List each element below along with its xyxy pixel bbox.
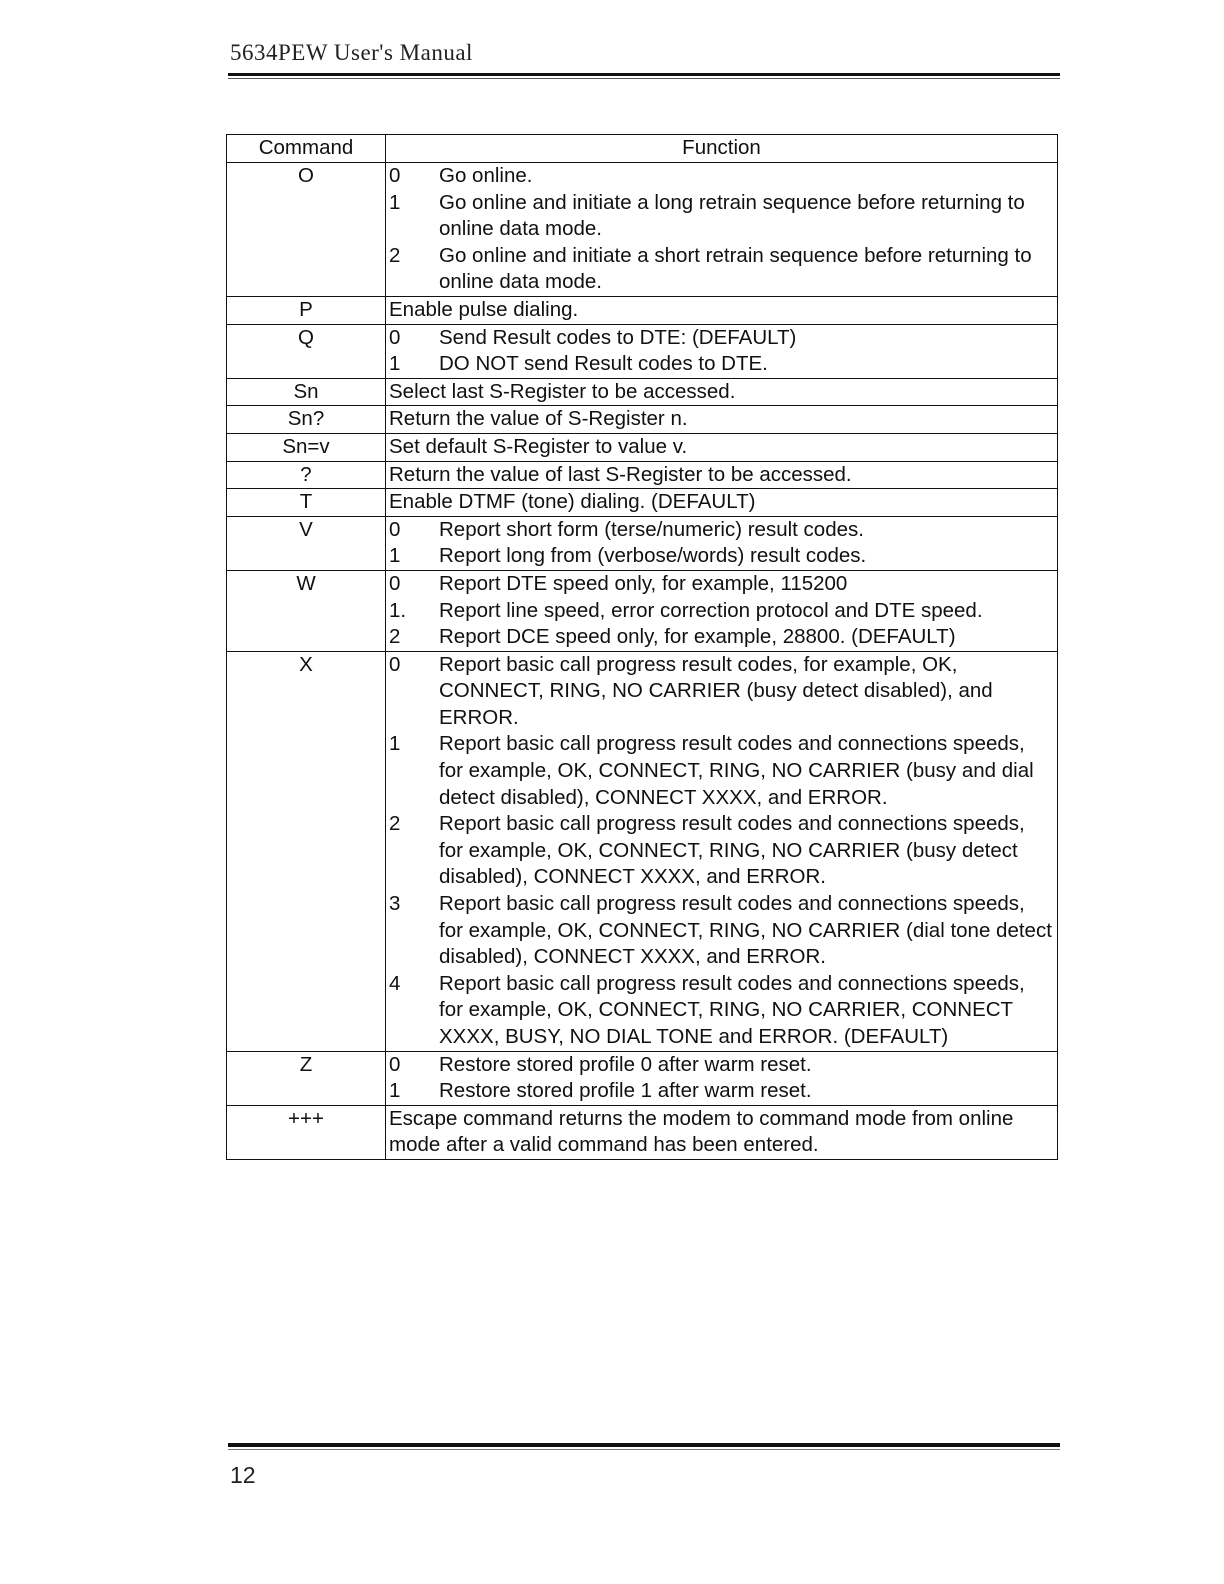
function-cell: [386, 461, 1058, 489]
option-description: DO NOT send Result codes to DTE.: [439, 352, 768, 376]
option-number: 1: [389, 1079, 401, 1103]
function-cell: [386, 433, 1058, 461]
option-number: 0: [389, 571, 401, 595]
option-number: 0: [389, 517, 401, 541]
table-header-row: [227, 135, 1058, 163]
option-description: Go online and initiate a long retrain sequence before returning to online data mode.: [439, 190, 1025, 241]
header-rule-thin: [228, 78, 1060, 79]
table-row: [227, 324, 1058, 378]
function-description: Enable pulse dialing.: [389, 297, 579, 321]
function-option: [389, 731, 1053, 811]
option-description: Report basic call progress result codes and connections speeds, for example, OK, CONNECT, RING, NO CARRIER (busy detect disabled), CONNECT XXXX, and ERROR.: [439, 812, 1025, 889]
command-cell: Q: [227, 324, 386, 378]
footer-rule-thin: [228, 1449, 1060, 1450]
function-option: [389, 351, 1053, 378]
header-rule: [228, 73, 1060, 76]
table-row: [227, 461, 1058, 489]
table-row: [227, 433, 1058, 461]
option-number: 0: [389, 652, 401, 676]
function-cell: [386, 1051, 1058, 1105]
table-row: [227, 1051, 1058, 1105]
function-option: [389, 811, 1053, 891]
option-number: 4: [389, 971, 401, 995]
function-cell: [386, 406, 1058, 434]
function-option: [389, 652, 1053, 732]
option-number: 1: [389, 732, 401, 756]
table-row: [227, 296, 1058, 324]
function-cell: [386, 516, 1058, 570]
option-number: 1: [389, 352, 401, 376]
function-description: Escape command returns the modem to command mode from online mode after a valid command has been entered.: [389, 1106, 1014, 1157]
function-cell: [386, 1105, 1058, 1159]
option-number: 2: [389, 243, 401, 267]
function-description: Select last S-Register to be accessed.: [389, 379, 736, 403]
command-cell: T: [227, 489, 386, 517]
function-option: [389, 891, 1053, 971]
function-option: [389, 163, 1053, 190]
function-option: [389, 517, 1053, 544]
command-cell: X: [227, 651, 386, 1051]
option-number: 0: [389, 164, 401, 187]
function-description: Return the value of last S-Register to be accessed.: [389, 462, 852, 486]
option-description: Send Result codes to DTE: (DEFAULT): [439, 325, 797, 349]
option-description: Report basic call progress result codes and connections speeds, for example, OK, CONNECT, RING, NO CARRIER, CONNECT XXXX, BUSY, NO DIAL TONE and ERROR. (DEFAULT): [439, 971, 1025, 1048]
function-cell: [386, 163, 1058, 297]
function-option: [389, 1078, 1053, 1105]
column-header-function: Function: [386, 135, 1058, 163]
function-option: [389, 971, 1053, 1051]
function-description: Return the value of S-Register n.: [389, 407, 688, 431]
function-option: [389, 571, 1053, 598]
option-description: Report basic call progress result codes, for example, OK, CONNECT, RING, NO CARRIER (busy detect disabled), and ERROR.: [439, 652, 993, 729]
table-row: [227, 489, 1058, 517]
option-description: Report line speed, error correction protocol and DTE speed.: [439, 598, 983, 622]
footer-rule: [228, 1443, 1060, 1447]
option-description: Report DTE speed only, for example, 115200: [439, 571, 848, 595]
column-header-command: Command: [227, 135, 386, 163]
page-header-title: 5634PEW User's Manual: [230, 40, 473, 65]
command-cell: O: [227, 163, 386, 297]
command-cell: V: [227, 516, 386, 570]
function-option: [389, 598, 1053, 625]
table-row: [227, 163, 1058, 297]
function-option: [389, 325, 1053, 352]
function-cell: [386, 570, 1058, 651]
command-cell: Sn?: [227, 406, 386, 434]
command-cell: +++: [227, 1105, 386, 1159]
option-number: 2: [389, 812, 401, 836]
table-row: [227, 406, 1058, 434]
command-cell: W: [227, 570, 386, 651]
option-description: Restore stored profile 0 after warm reset.: [439, 1052, 812, 1076]
option-description: Report basic call progress result codes and connections speeds, for example, OK, CONNECT, RING, NO CARRIER (busy and dial detect disabled), CONNECT XXXX, and ERROR.: [439, 732, 1034, 809]
function-description: Set default S-Register to value v.: [389, 434, 688, 458]
option-description: Go online.: [439, 164, 533, 187]
command-cell: P: [227, 296, 386, 324]
function-description: Enable DTMF (tone) dialing. (DEFAULT): [389, 490, 756, 514]
command-cell: Z: [227, 1051, 386, 1105]
table-row: [227, 516, 1058, 570]
function-option: [389, 190, 1053, 243]
option-description: Report long from (verbose/words) result codes.: [439, 544, 867, 568]
command-cell: Sn=v: [227, 433, 386, 461]
option-number: 2: [389, 625, 401, 649]
option-description: Report DCE speed only, for example, 28800. (DEFAULT): [439, 625, 956, 649]
option-description: Go online and initiate a short retrain sequence before returning to online data mode.: [439, 243, 1032, 294]
function-option: [389, 243, 1053, 296]
function-cell: [386, 651, 1058, 1051]
command-table: [226, 134, 1058, 1160]
table-row: [227, 1105, 1058, 1159]
option-number: 1.: [389, 598, 407, 622]
table-row: [227, 651, 1058, 1051]
table-row: [227, 378, 1058, 406]
option-number: 0: [389, 325, 401, 349]
option-number: 1: [389, 190, 401, 214]
function-cell: [386, 378, 1058, 406]
function-option: [389, 624, 1053, 651]
function-cell: [386, 324, 1058, 378]
function-option: [389, 543, 1053, 570]
command-cell: Sn: [227, 378, 386, 406]
table-row: [227, 570, 1058, 651]
option-number: 0: [389, 1052, 401, 1076]
function-option: [389, 1052, 1053, 1079]
option-number: 1: [389, 544, 401, 568]
option-description: Report short form (terse/numeric) result codes.: [439, 517, 864, 541]
function-cell: [386, 296, 1058, 324]
option-description: Restore stored profile 1 after warm reset.: [439, 1079, 812, 1103]
option-description: Report basic call progress result codes and connections speeds, for example, OK, CONNECT, RING, NO CARRIER (dial tone detect disabled), CONNECT XXXX, and ERROR.: [439, 892, 1052, 969]
command-cell: ?: [227, 461, 386, 489]
function-cell: [386, 489, 1058, 517]
option-number: 3: [389, 892, 401, 916]
page-number: 12: [230, 1462, 256, 1488]
